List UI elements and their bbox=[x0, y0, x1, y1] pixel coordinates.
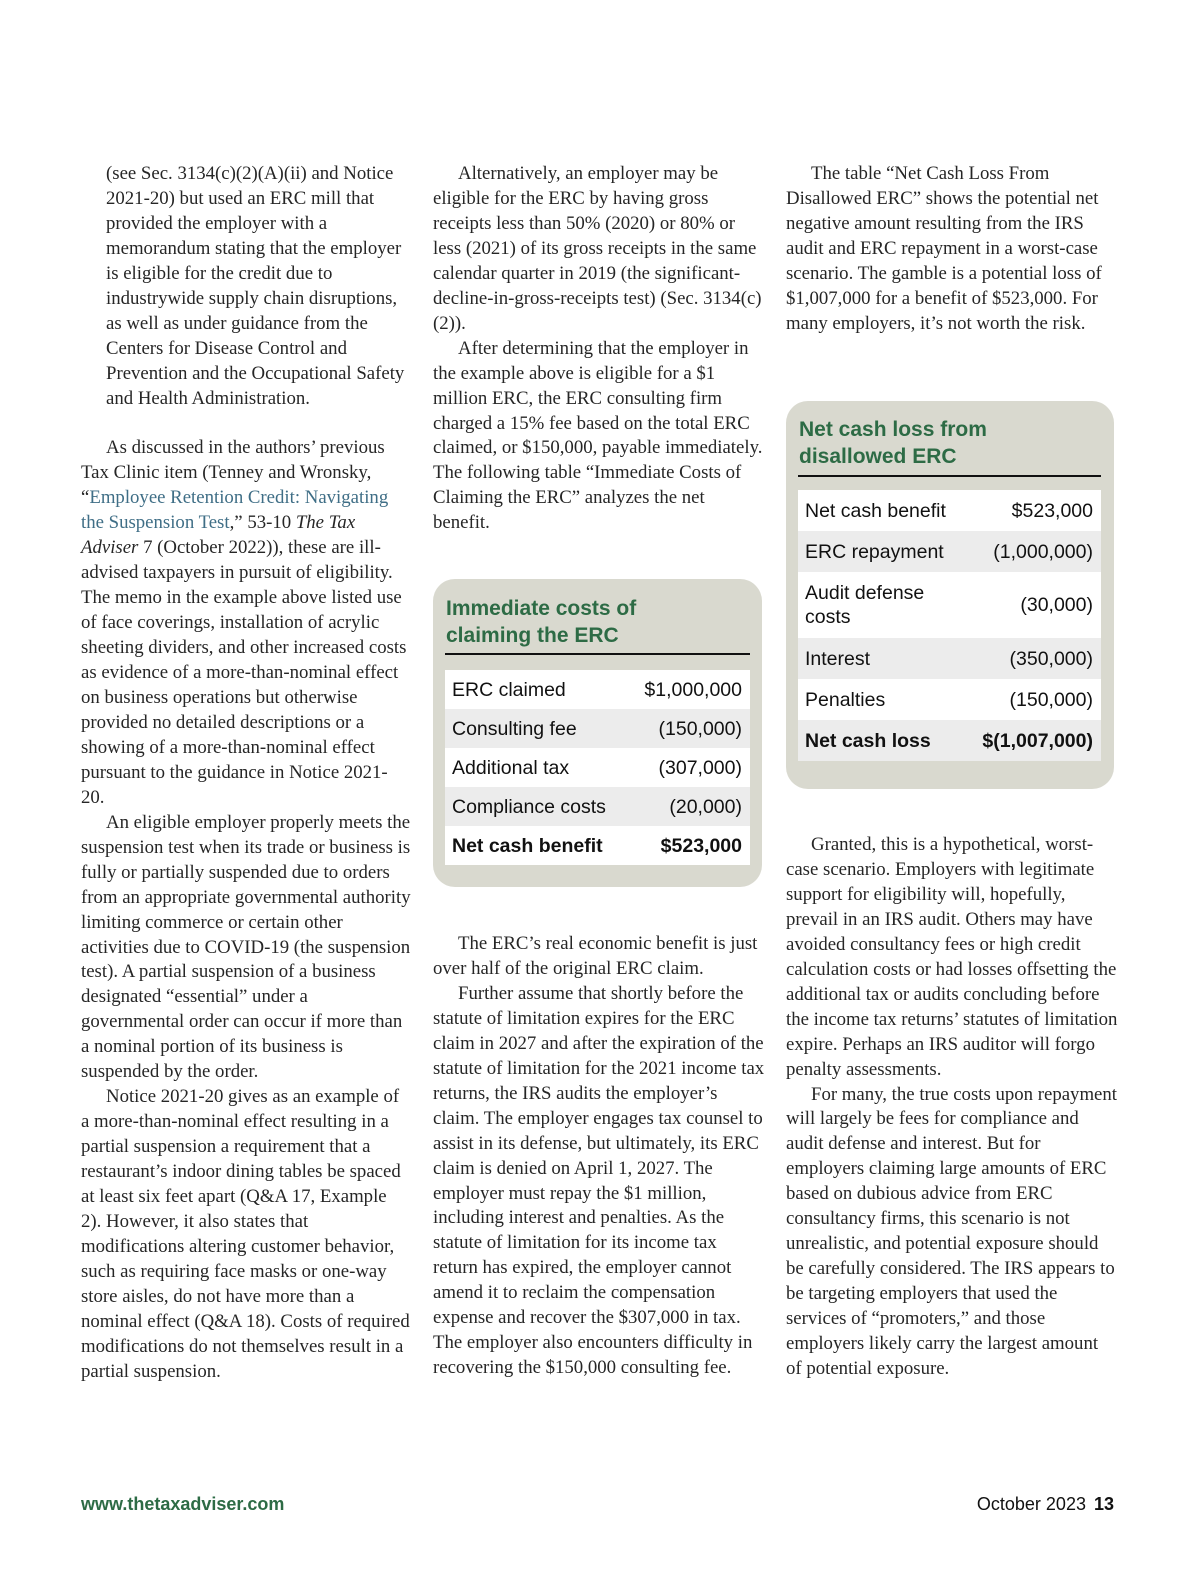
issue-date: October 2023 bbox=[976, 1494, 1086, 1514]
row-label: Audit defense costs bbox=[805, 582, 925, 628]
row-value: $(1,007,000) bbox=[982, 729, 1093, 752]
text-run: As discussed in the authors’ previous Tax Clinic item (Tenney and Wronsky, “ bbox=[81, 437, 385, 509]
article-link[interactable]: Employee Retention Credit: Navigating the Suspension Test bbox=[81, 487, 389, 534]
table-divider bbox=[445, 653, 750, 655]
table-title-line: Net cash loss from bbox=[799, 418, 987, 441]
table-title-line: Immediate costs of bbox=[446, 597, 637, 620]
row-value: $523,000 bbox=[1011, 499, 1093, 522]
paragraph: (see Sec. 3134(c)(2)(A)(ii) and Notice 2021-20) but used an ERC mill that provided the employer with a memorandum stating that the employer is eligible for the credit due to industrywide supply chain disruptions, as well as under guidance from the Centers for Disease Control and Prevention and the Occupational Safety and Health Administration. bbox=[106, 163, 405, 409]
page-number: 13 bbox=[1093, 1494, 1114, 1514]
table-row bbox=[445, 670, 750, 709]
paragraph: Further assume that shortly before the statute of limitation expires for the ERC claim in 2027 and after the expiration of the statute of limitation for the 2021 income tax returns, the IRS audits the employer’s claim. The employer engages tax counsel to assist in its defense, but ultimately, its ERC claim is denied on April 1, 2027. The employer must repay the $1 million, including interest and penalties. As the statute of limitation for its income tax return has expired, the employer cannot amend it to reclaim the compensation expense and recover the $307,000 in tax. The employer also encounters difficulty in recovering the $150,000 consulting fee. bbox=[433, 982, 765, 1379]
table-body bbox=[798, 490, 1101, 761]
table-row bbox=[445, 709, 750, 748]
row-label: Interest bbox=[805, 647, 871, 670]
journal-title: The Tax Adviser bbox=[81, 512, 356, 559]
paragraph bbox=[81, 436, 411, 810]
row-label: Consulting fee bbox=[452, 717, 577, 740]
paragraph: The ERC’s real economic benefit is just over half of the original ERC claim. bbox=[433, 933, 758, 979]
article-column-2-lower bbox=[433, 932, 765, 1381]
table-title bbox=[446, 595, 636, 649]
row-label: Net cash benefit bbox=[805, 499, 946, 522]
article-column-2 bbox=[433, 162, 765, 536]
article-column-1 bbox=[81, 162, 411, 1385]
paragraph: For many, the true costs upon repayment will largely be fees for compliance and audit defense and interest. But for employers claiming large amounts of ERC based on dubious advice from ERC consultancy firms, this scenario is not unrealistic, and potential exposure should be carefully considered. The IRS appears to be targeting employers that used the services of “promoters,” and those employers likely carry the largest amount of potential exposure. bbox=[786, 1083, 1117, 1380]
row-value: $1,000,000 bbox=[644, 678, 742, 701]
net-cash-loss-table bbox=[786, 401, 1114, 789]
table-title-line: claiming the ERC bbox=[446, 624, 619, 647]
table-title bbox=[799, 416, 987, 470]
row-label: ERC repayment bbox=[805, 540, 944, 563]
paragraph: The table “Net Cash Loss From Disallowed ERC” shows the potential net negative amount resulting from the IRS audit and ERC repayment in a worst-case scenario. The gamble is a potential loss of $1,007,000 for a benefit of $523,000. For many employers, it’s not worth the risk. bbox=[786, 163, 1102, 334]
table-row bbox=[445, 787, 750, 826]
row-label: ERC claimed bbox=[452, 678, 566, 701]
table-divider bbox=[798, 475, 1101, 477]
row-value: (350,000) bbox=[1009, 647, 1093, 670]
paragraph: Alternatively, an employer may be eligible for the ERC by having gross receipts less than 50% (2020) or 80% or less (2021) of its gross receipts in the same calendar quarter in 2019 (the significant-decline-in-gross-receipts test) (Sec. 3134(c)(2)). bbox=[433, 163, 762, 334]
footer-issue bbox=[977, 1494, 1114, 1515]
row-value: (150,000) bbox=[1009, 688, 1093, 711]
article-column-3-lower bbox=[786, 833, 1118, 1382]
table-row bbox=[798, 638, 1101, 679]
row-value: (30,000) bbox=[1020, 594, 1093, 616]
paragraph: An eligible employer properly meets the suspension test when its trade or business is fully or partially suspended due to orders from an appropriate governmental authority limiting commerce or certain other activities due to COVID-19 (the suspension test). A partial suspension of a business designated “essential” under a governmental order can occur if more than a nominal portion of its business is suspended by the order. bbox=[81, 811, 411, 1083]
table-total-row bbox=[445, 826, 750, 865]
text-run: 7 (October 2022)), these are ill-advised taxpayers in pursuit of eligibility. The memo in the example above listed use of face coverings, installation of acrylic sheeting dividers, and other increased costs as evidence of a more-than-nominal effect on business operations but otherwise provided no detailed descriptions or a showing of a more-than-nominal effect pursuant to the guidance in Notice 2021-20. bbox=[81, 537, 407, 808]
row-label: Compliance costs bbox=[452, 795, 606, 818]
table-title-line: disallowed ERC bbox=[799, 445, 957, 468]
table-row bbox=[798, 572, 1101, 638]
table-row bbox=[798, 531, 1101, 572]
table-body bbox=[445, 670, 750, 865]
text-run: ,” 53-10 bbox=[229, 512, 296, 534]
row-label: Net cash benefit bbox=[452, 834, 603, 857]
paragraph: Notice 2021-20 gives as an example of a more-than-nominal effect resulting in a partial suspension a requirement that a restaurant’s indoor dining tables be spaced at least six feet apart (Q&A 17, Example 2). However, it also states that modifications altering customer behavior, such as requiring face masks or one-way store aisles, do not have more than a nominal effect (Q&A 18). Costs of required modifications do not themselves result in a partial suspension. bbox=[81, 1086, 410, 1382]
row-label: Net cash loss bbox=[805, 729, 931, 752]
row-value: (307,000) bbox=[658, 756, 742, 779]
paragraph: After determining that the employer in the example above is eligible for a $1 million ERC, the ERC consulting firm charged a 15% fee based on the total ERC claimed, or $150,000, payable immediately. The following table “Immediate Costs of Claiming the ERC” analyzes the net benefit. bbox=[433, 337, 763, 534]
row-value: (20,000) bbox=[669, 795, 742, 818]
paragraph: Granted, this is a hypothetical, worst-case scenario. Employers with legitimate support for eligibility will, hopefully, prevail in an IRS audit. Others may have avoided consultancy fees or high credit calculation costs or had losses offsetting the additional tax or audits concluding before the income tax returns’ statutes of limitation expire. Perhaps an IRS auditor will forgo penalty assessments. bbox=[786, 834, 1118, 1080]
row-label: Additional tax bbox=[452, 756, 570, 779]
row-value: (1,000,000) bbox=[993, 540, 1093, 563]
immediate-costs-table bbox=[433, 579, 762, 887]
row-label: Penalties bbox=[805, 688, 886, 711]
table-row bbox=[445, 748, 750, 787]
article-column-3 bbox=[786, 162, 1118, 337]
footer-website-link[interactable]: www.thetaxadviser.com bbox=[81, 1494, 285, 1514]
row-value: $523,000 bbox=[660, 834, 742, 857]
table-total-row bbox=[798, 720, 1101, 761]
table-row bbox=[798, 490, 1101, 531]
row-value: (150,000) bbox=[658, 717, 742, 740]
table-row bbox=[798, 679, 1101, 720]
